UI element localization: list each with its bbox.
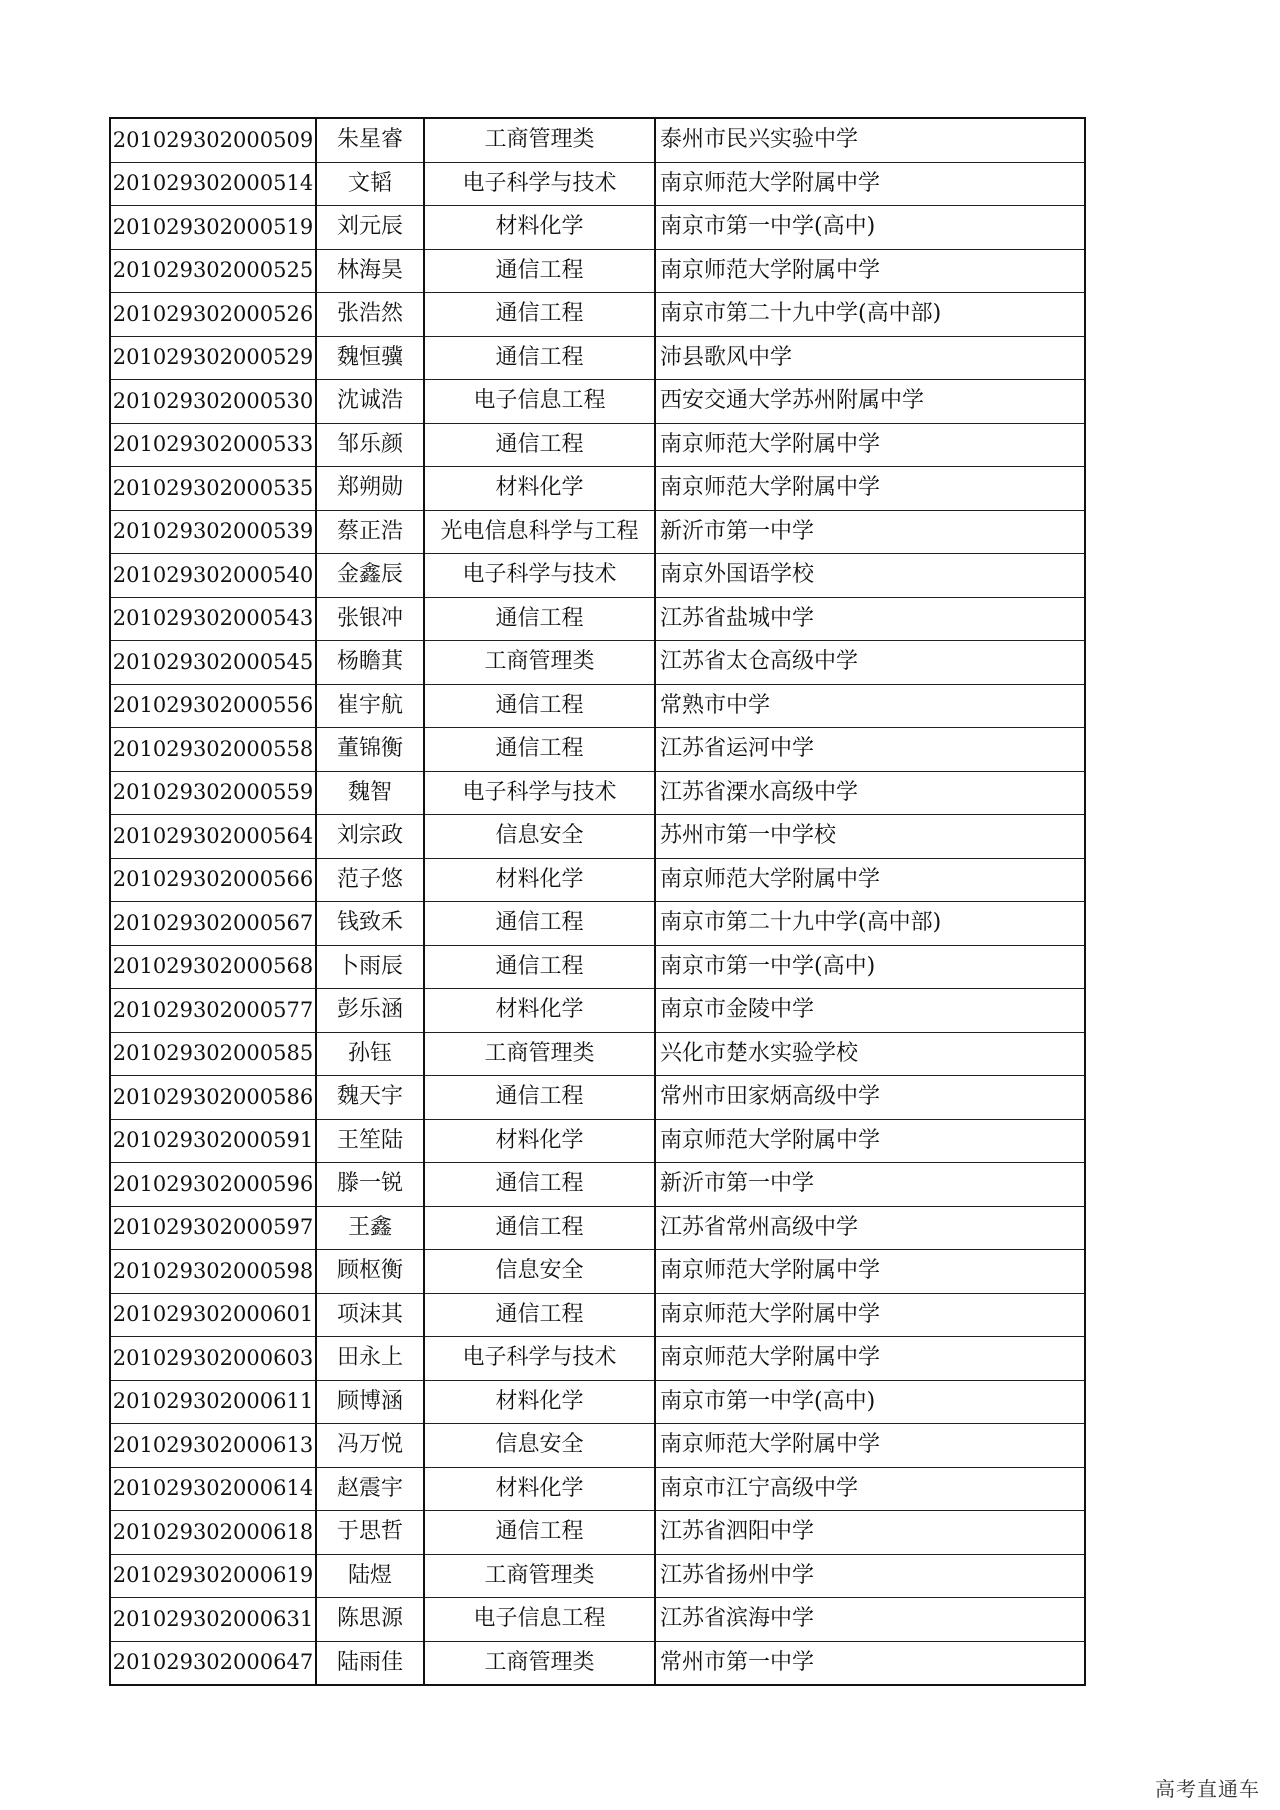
- school-cell: 南京师范大学附属中学: [655, 1337, 1085, 1381]
- school-cell: 江苏省滨海中学: [655, 1598, 1085, 1642]
- table-row: [110, 1163, 1085, 1207]
- major-cell: 材料化学: [424, 467, 655, 511]
- table-row: [110, 989, 1085, 1033]
- school-cell: 南京市第一中学(高中): [655, 945, 1085, 989]
- candidate-id-cell: 201029302000540: [110, 554, 316, 598]
- table-row: [110, 1032, 1085, 1076]
- student-name-cell: 邹乐颜: [316, 423, 424, 467]
- candidate-id-cell: 201029302000596: [110, 1163, 316, 1207]
- student-name-cell: 冯万悦: [316, 1424, 424, 1468]
- student-name-cell: 顾枢衡: [316, 1250, 424, 1294]
- school-cell: 南京外国语学校: [655, 554, 1085, 598]
- candidate-id-cell: 201029302000539: [110, 510, 316, 554]
- school-cell: 江苏省扬州中学: [655, 1554, 1085, 1598]
- student-name-cell: 金鑫辰: [316, 554, 424, 598]
- school-cell: 兴化市楚水实验学校: [655, 1032, 1085, 1076]
- candidate-id-cell: 201029302000591: [110, 1119, 316, 1163]
- site-watermark: 高考直通车: [1155, 1777, 1260, 1801]
- major-cell: 材料化学: [424, 1380, 655, 1424]
- student-name-cell: 钱致禾: [316, 902, 424, 946]
- table-row: [110, 1076, 1085, 1120]
- school-cell: 南京市第一中学(高中): [655, 206, 1085, 250]
- candidate-id-cell: 201029302000577: [110, 989, 316, 1033]
- table-row: [110, 945, 1085, 989]
- school-cell: 西安交通大学苏州附属中学: [655, 380, 1085, 424]
- major-cell: 信息安全: [424, 815, 655, 859]
- major-cell: 通信工程: [424, 597, 655, 641]
- major-cell: 工商管理类: [424, 118, 655, 162]
- candidate-id-cell: 201029302000558: [110, 728, 316, 772]
- school-cell: 新沂市第一中学: [655, 510, 1085, 554]
- table-row: [110, 1424, 1085, 1468]
- school-cell: 南京师范大学附属中学: [655, 1424, 1085, 1468]
- candidate-id-cell: 201029302000603: [110, 1337, 316, 1381]
- major-cell: 电子科学与技术: [424, 554, 655, 598]
- student-name-cell: 张银冲: [316, 597, 424, 641]
- table-row: [110, 641, 1085, 685]
- student-name-cell: 田永上: [316, 1337, 424, 1381]
- major-cell: 工商管理类: [424, 641, 655, 685]
- table-row: [110, 902, 1085, 946]
- major-cell: 电子信息工程: [424, 1598, 655, 1642]
- candidate-id-cell: 201029302000567: [110, 902, 316, 946]
- school-cell: 南京师范大学附属中学: [655, 1250, 1085, 1294]
- school-cell: 江苏省盐城中学: [655, 597, 1085, 641]
- candidate-id-cell: 201029302000533: [110, 423, 316, 467]
- table-row: [110, 684, 1085, 728]
- table-row: [110, 1598, 1085, 1642]
- major-cell: 通信工程: [424, 945, 655, 989]
- major-cell: 材料化学: [424, 989, 655, 1033]
- table-row: [110, 554, 1085, 598]
- table-row: [110, 423, 1085, 467]
- student-name-cell: 魏天宇: [316, 1076, 424, 1120]
- table-row: [110, 249, 1085, 293]
- school-cell: 南京市金陵中学: [655, 989, 1085, 1033]
- candidate-id-cell: 201029302000631: [110, 1598, 316, 1642]
- school-cell: 新沂市第一中学: [655, 1163, 1085, 1207]
- school-cell: 苏州市第一中学校: [655, 815, 1085, 859]
- table-row: [110, 1554, 1085, 1598]
- major-cell: 通信工程: [424, 1511, 655, 1555]
- school-cell: 南京师范大学附属中学: [655, 1293, 1085, 1337]
- table-row: [110, 728, 1085, 772]
- candidate-id-cell: 201029302000586: [110, 1076, 316, 1120]
- major-cell: 电子信息工程: [424, 380, 655, 424]
- major-cell: 光电信息科学与工程: [424, 510, 655, 554]
- table-row: [110, 1337, 1085, 1381]
- candidate-id-cell: 201029302000647: [110, 1641, 316, 1685]
- major-cell: 通信工程: [424, 1163, 655, 1207]
- student-name-cell: 董锦衡: [316, 728, 424, 772]
- major-cell: 通信工程: [424, 684, 655, 728]
- school-cell: 沛县歌风中学: [655, 336, 1085, 380]
- table-row: [110, 1119, 1085, 1163]
- school-cell: 南京师范大学附属中学: [655, 249, 1085, 293]
- school-cell: 泰州市民兴实验中学: [655, 118, 1085, 162]
- major-cell: 材料化学: [424, 1119, 655, 1163]
- table-row: [110, 1293, 1085, 1337]
- school-cell: 南京师范大学附属中学: [655, 423, 1085, 467]
- major-cell: 通信工程: [424, 336, 655, 380]
- major-cell: 通信工程: [424, 728, 655, 772]
- candidate-id-cell: 201029302000597: [110, 1206, 316, 1250]
- major-cell: 工商管理类: [424, 1554, 655, 1598]
- candidate-id-cell: 201029302000598: [110, 1250, 316, 1294]
- major-cell: 通信工程: [424, 902, 655, 946]
- major-cell: 通信工程: [424, 293, 655, 337]
- candidate-id-cell: 201029302000519: [110, 206, 316, 250]
- student-name-cell: 蔡正浩: [316, 510, 424, 554]
- student-name-cell: 王鑫: [316, 1206, 424, 1250]
- student-name-cell: 孙钰: [316, 1032, 424, 1076]
- student-name-cell: 杨瞻萁: [316, 641, 424, 685]
- candidate-id-cell: 201029302000535: [110, 467, 316, 511]
- school-cell: 南京师范大学附属中学: [655, 1119, 1085, 1163]
- table-row: [110, 1206, 1085, 1250]
- student-name-cell: 刘宗政: [316, 815, 424, 859]
- table-row: [110, 380, 1085, 424]
- candidate-id-cell: 201029302000585: [110, 1032, 316, 1076]
- student-name-cell: 赵震宇: [316, 1467, 424, 1511]
- table-row: [110, 1511, 1085, 1555]
- school-cell: 江苏省太仓高级中学: [655, 641, 1085, 685]
- major-cell: 材料化学: [424, 1467, 655, 1511]
- student-name-cell: 郑朔勋: [316, 467, 424, 511]
- student-name-cell: 滕一锐: [316, 1163, 424, 1207]
- major-cell: 通信工程: [424, 423, 655, 467]
- major-cell: 通信工程: [424, 249, 655, 293]
- major-cell: 电子科学与技术: [424, 162, 655, 206]
- school-cell: 常熟市中学: [655, 684, 1085, 728]
- candidate-id-cell: 201029302000526: [110, 293, 316, 337]
- student-name-cell: 朱星睿: [316, 118, 424, 162]
- table-row: [110, 597, 1085, 641]
- major-cell: 电子科学与技术: [424, 771, 655, 815]
- student-name-cell: 顾博涵: [316, 1380, 424, 1424]
- student-name-cell: 刘元辰: [316, 206, 424, 250]
- table-row: [110, 1467, 1085, 1511]
- school-cell: 南京市江宁高级中学: [655, 1467, 1085, 1511]
- student-name-cell: 项沫其: [316, 1293, 424, 1337]
- student-name-cell: 陆雨佳: [316, 1641, 424, 1685]
- student-name-cell: 魏智: [316, 771, 424, 815]
- candidate-id-cell: 201029302000568: [110, 945, 316, 989]
- school-cell: 南京师范大学附属中学: [655, 162, 1085, 206]
- student-name-cell: 王笙陆: [316, 1119, 424, 1163]
- candidate-id-cell: 201029302000601: [110, 1293, 316, 1337]
- major-cell: 通信工程: [424, 1206, 655, 1250]
- school-cell: 常州市田家炳高级中学: [655, 1076, 1085, 1120]
- school-cell: 南京市第一中学(高中): [655, 1380, 1085, 1424]
- school-cell: 常州市第一中学: [655, 1641, 1085, 1685]
- student-name-cell: 魏恒骥: [316, 336, 424, 380]
- table-row: [110, 467, 1085, 511]
- candidate-id-cell: 201029302000559: [110, 771, 316, 815]
- major-cell: 材料化学: [424, 206, 655, 250]
- table-row: [110, 206, 1085, 250]
- student-name-cell: 于思哲: [316, 1511, 424, 1555]
- table-row: [110, 162, 1085, 206]
- candidate-id-cell: 201029302000530: [110, 380, 316, 424]
- candidate-id-cell: 201029302000614: [110, 1467, 316, 1511]
- candidate-id-cell: 201029302000619: [110, 1554, 316, 1598]
- major-cell: 信息安全: [424, 1424, 655, 1468]
- major-cell: 工商管理类: [424, 1641, 655, 1685]
- student-name-cell: 陆煜: [316, 1554, 424, 1598]
- school-cell: 南京师范大学附属中学: [655, 467, 1085, 511]
- school-cell: 南京师范大学附属中学: [655, 858, 1085, 902]
- major-cell: 信息安全: [424, 1250, 655, 1294]
- school-cell: 江苏省泗阳中学: [655, 1511, 1085, 1555]
- student-name-cell: 陈思源: [316, 1598, 424, 1642]
- candidate-id-cell: 201029302000525: [110, 249, 316, 293]
- candidate-id-cell: 201029302000564: [110, 815, 316, 859]
- candidate-id-cell: 201029302000556: [110, 684, 316, 728]
- candidate-id-cell: 201029302000545: [110, 641, 316, 685]
- candidate-id-cell: 201029302000618: [110, 1511, 316, 1555]
- candidate-id-cell: 201029302000613: [110, 1424, 316, 1468]
- table-row: [110, 1380, 1085, 1424]
- table-row: [110, 293, 1085, 337]
- major-cell: 电子科学与技术: [424, 1337, 655, 1381]
- student-name-cell: 林海昊: [316, 249, 424, 293]
- student-name-cell: 文韬: [316, 162, 424, 206]
- student-name-cell: 张浩然: [316, 293, 424, 337]
- student-name-cell: 崔宇航: [316, 684, 424, 728]
- table-row: [110, 1250, 1085, 1294]
- student-name-cell: 范子悠: [316, 858, 424, 902]
- roster-body: [110, 118, 1085, 1685]
- table-row: [110, 858, 1085, 902]
- candidate-id-cell: 201029302000529: [110, 336, 316, 380]
- table-row: [110, 815, 1085, 859]
- candidate-id-cell: 201029302000611: [110, 1380, 316, 1424]
- table-row: [110, 1641, 1085, 1685]
- school-cell: 江苏省常州高级中学: [655, 1206, 1085, 1250]
- school-cell: 南京市第二十九中学(高中部): [655, 902, 1085, 946]
- table-row: [110, 771, 1085, 815]
- candidate-id-cell: 201029302000566: [110, 858, 316, 902]
- school-cell: 江苏省运河中学: [655, 728, 1085, 772]
- major-cell: 通信工程: [424, 1076, 655, 1120]
- student-name-cell: 彭乐涵: [316, 989, 424, 1033]
- table-row: [110, 510, 1085, 554]
- school-cell: 江苏省溧水高级中学: [655, 771, 1085, 815]
- candidate-id-cell: 201029302000543: [110, 597, 316, 641]
- candidate-id-cell: 201029302000514: [110, 162, 316, 206]
- admission-roster-table: [109, 117, 1086, 1686]
- candidate-id-cell: 201029302000509: [110, 118, 316, 162]
- table-row: [110, 336, 1085, 380]
- major-cell: 工商管理类: [424, 1032, 655, 1076]
- student-name-cell: 卜雨辰: [316, 945, 424, 989]
- major-cell: 通信工程: [424, 1293, 655, 1337]
- student-name-cell: 沈诚浩: [316, 380, 424, 424]
- table-row: [110, 118, 1085, 162]
- school-cell: 南京市第二十九中学(高中部): [655, 293, 1085, 337]
- major-cell: 材料化学: [424, 858, 655, 902]
